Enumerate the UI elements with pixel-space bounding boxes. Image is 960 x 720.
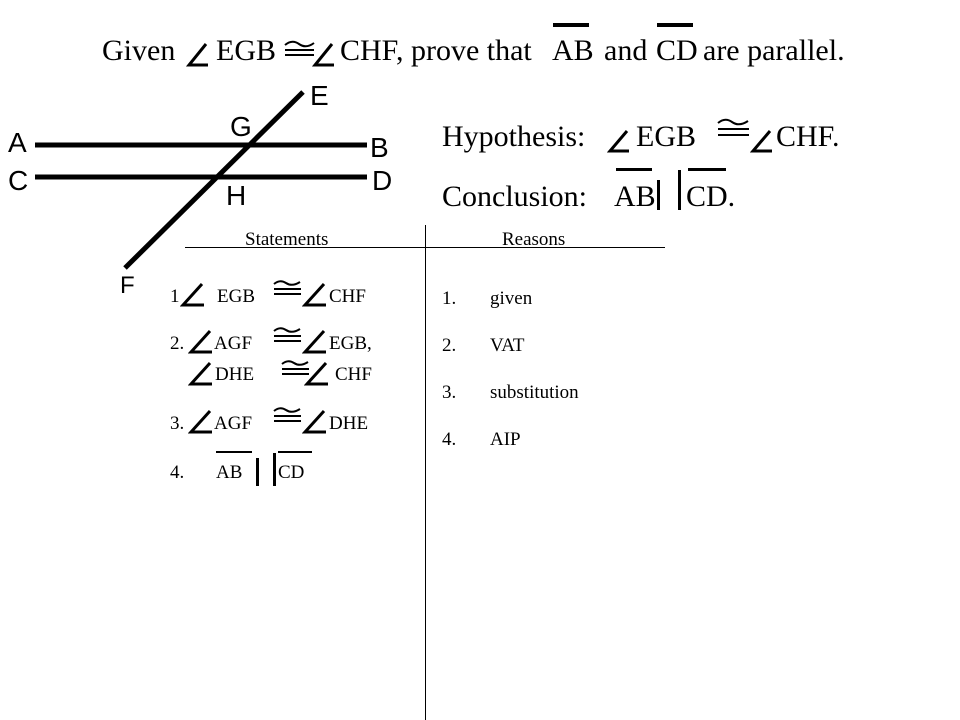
label-f: F (120, 272, 135, 299)
parallel-bar-icon (256, 458, 259, 486)
angle-icon (302, 329, 328, 355)
title-seg-cd: CD (656, 34, 698, 67)
statement-seg-cd: CD (278, 462, 305, 483)
hypothesis-angle-egb: EGB (636, 120, 696, 153)
reason-text: VAT (490, 335, 525, 356)
statement-angle-dhe: DHE (215, 364, 255, 385)
angle-icon (750, 128, 774, 154)
label-c: C (8, 165, 29, 196)
segment-bar-icon (216, 451, 252, 453)
statement-angle-egb: EGB (217, 286, 255, 307)
statement-number: 4. (170, 462, 185, 483)
reason-number: 3. (442, 382, 457, 403)
label-b: B (370, 132, 389, 163)
angle-icon (180, 282, 206, 308)
statement-angle-agf: AGF (214, 413, 253, 434)
title-given: Given (102, 34, 176, 67)
congruent-icon (715, 116, 753, 140)
parallel-bar-icon (273, 453, 276, 486)
title-seg-ab: AB (552, 34, 594, 67)
parallel-bar-icon (657, 180, 660, 210)
congruent-icon (272, 278, 304, 300)
congruent-icon (272, 405, 304, 427)
segment-bar-icon (657, 23, 693, 27)
reason-number: 4. (442, 429, 457, 450)
statements-header: Statements (245, 229, 329, 250)
statement-angle-agf: AGF (214, 333, 253, 354)
label-e: E (310, 80, 329, 111)
angle-icon (304, 361, 330, 387)
reason-text: given (490, 288, 533, 309)
hypothesis-label: Hypothesis: (442, 120, 586, 153)
label-h: H (226, 180, 247, 211)
parallel-bar-icon (678, 170, 681, 210)
statement-number: 3. (170, 413, 185, 434)
label-a: A (8, 127, 27, 158)
congruent-icon (272, 325, 304, 347)
segment-bar-icon (553, 23, 589, 27)
reasons-header: Reasons (502, 229, 566, 250)
statement-angle-chf: CHF (335, 364, 372, 385)
angle-icon (302, 282, 328, 308)
segment-bar-icon (688, 168, 726, 171)
segment-bar-icon (278, 451, 312, 453)
angle-icon (607, 128, 631, 154)
geometry-figure (0, 0, 440, 310)
conclusion-seg-ab: AB (614, 180, 656, 213)
angle-icon (188, 329, 214, 355)
title-rest: are parallel. (703, 34, 845, 67)
angle-icon (188, 361, 214, 387)
title-angle-chf: CHF, prove that (340, 34, 532, 67)
label-g: G (230, 111, 252, 142)
statement-seg-ab: AB (216, 462, 243, 483)
segment-bar-icon (616, 168, 652, 171)
hypothesis-angle-chf: CHF. (776, 120, 840, 153)
statement-number: 1 (170, 286, 180, 307)
statement-angle-chf: CHF (329, 286, 366, 307)
label-d: D (372, 165, 393, 196)
reason-text: substitution (490, 382, 579, 403)
reason-text: AIP (490, 429, 521, 450)
title-and: and (604, 34, 648, 67)
conclusion-label: Conclusion: (442, 180, 588, 213)
statement-angle-egb: EGB, (329, 333, 372, 354)
table-column-divider (425, 225, 426, 720)
angle-icon (188, 409, 214, 435)
title-angle-egb: EGB (216, 34, 276, 67)
statement-number: 2. (170, 333, 185, 354)
reason-number: 2. (442, 335, 457, 356)
conclusion-seg-cd: CD. (686, 180, 736, 213)
angle-icon (302, 409, 328, 435)
statement-angle-dhe: DHE (329, 413, 369, 434)
reason-number: 1. (442, 288, 457, 309)
